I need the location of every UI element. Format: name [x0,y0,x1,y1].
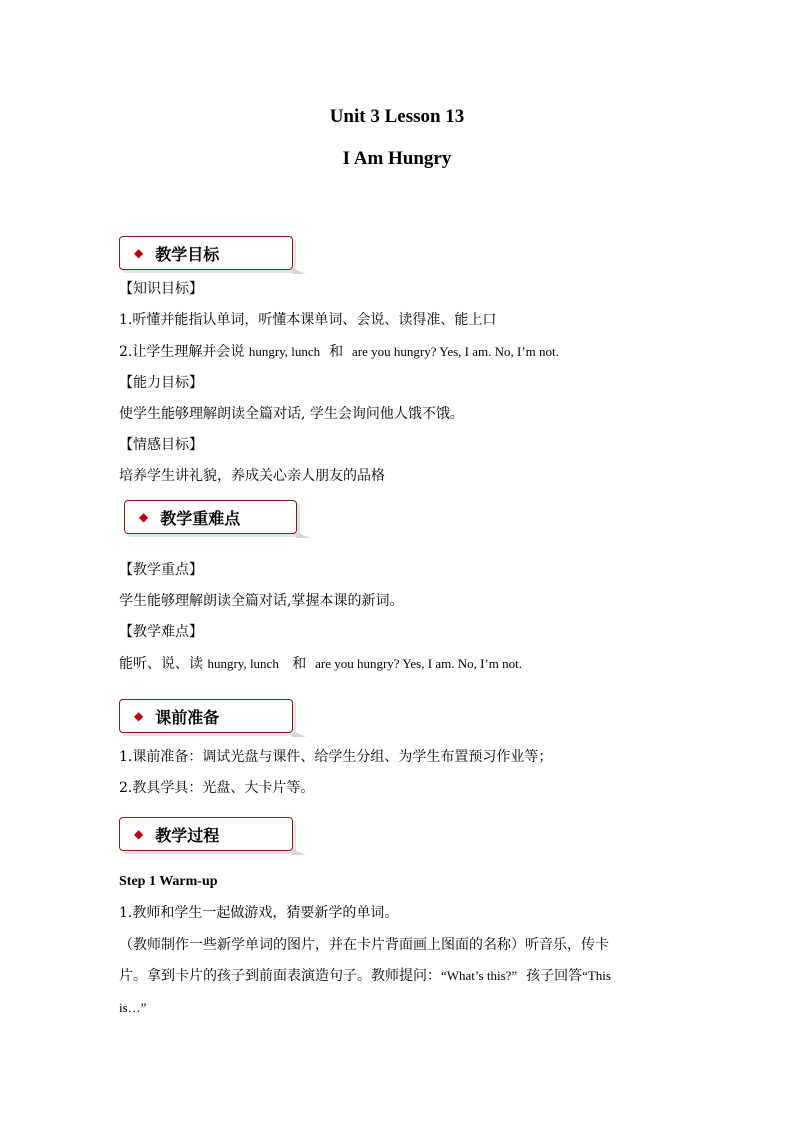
process-line-4: is…” [119,1000,147,1015]
text-cn: 和 [292,656,307,672]
text-en: are you hungry? Yes, I am. No, I’m not. [352,344,559,359]
text-en: hungry, lunch [248,344,321,359]
text-cn: 能听、说、读 [119,656,203,672]
document-subtitle: I Am Hungry [342,148,452,169]
knowledge-tag: 【知识目标】 [119,281,203,297]
document-title: Unit 3 Lesson 13 [329,106,465,127]
text-en: are you hungry? Yes, I am. No, I’m not. [315,656,522,671]
text-en: “What’s this?” [441,968,518,983]
prep-item-2: 2.教具学具：光盘、大卡片等。 [119,780,315,796]
text-cn: 孩子回答 [526,968,583,984]
key-tag: 【教学重点】 [119,562,203,578]
knowledge-item-1: 1.听懂并能指认单词，听懂本课单词、会说、读得准、能上口 [119,312,497,328]
ability-item-1: 使学生能够理解朗读全篇对话, 学生会询问他人饿不饿。 [119,406,464,422]
diamond-icon: ◆ [134,246,144,260]
section-heading-goals [119,236,293,270]
emotion-tag: 【情感目标】 [119,437,203,453]
text-en: hungry, lunch [207,656,279,671]
section-heading-process [119,817,293,851]
key-item-1: 学生能够理解朗读全篇对话,掌握本课的新词。 [119,593,404,609]
step-1-heading: Step 1 Warm-up [119,874,218,889]
ability-tag: 【能力目标】 [119,375,203,391]
diamond-icon: ◆ [134,827,144,841]
text-cn: 和 [329,344,344,360]
section-heading-label: 教学重难点 [160,508,241,528]
difficult-item-1 [119,654,522,674]
text-en: “This [582,968,611,983]
section-heading-label: 教学目标 [155,244,220,264]
difficult-tag: 【教学难点】 [119,624,203,640]
diamond-icon: ◆ [139,510,149,524]
diamond-icon: ◆ [134,709,144,723]
process-line-1: 1.教师和学生一起做游戏，猜要新学的单词。 [119,905,399,921]
process-line-3 [119,966,611,986]
section-heading-keypoints [124,500,297,534]
section-heading-label: 教学过程 [155,825,220,845]
text-cn: 片。拿到卡片的孩子到前面表演造句子。教师提问： [119,968,441,984]
section-heading-prep [119,699,293,733]
section-heading-label: 课前准备 [155,707,220,727]
text-cn: 2.让学生理解并会说 [119,344,245,360]
emotion-item-1: 培养学生讲礼貌，养成关心亲人朋友的品格 [119,468,385,484]
knowledge-item-2 [119,342,559,362]
prep-item-1: 1.课前准备：调试光盘与课件、给学生分组、为学生布置预习作业等； [119,749,553,765]
process-line-2: （教师制作一些新学单词的图片，并在卡片背面画上图面的名称）听音乐，传卡 [119,937,609,953]
